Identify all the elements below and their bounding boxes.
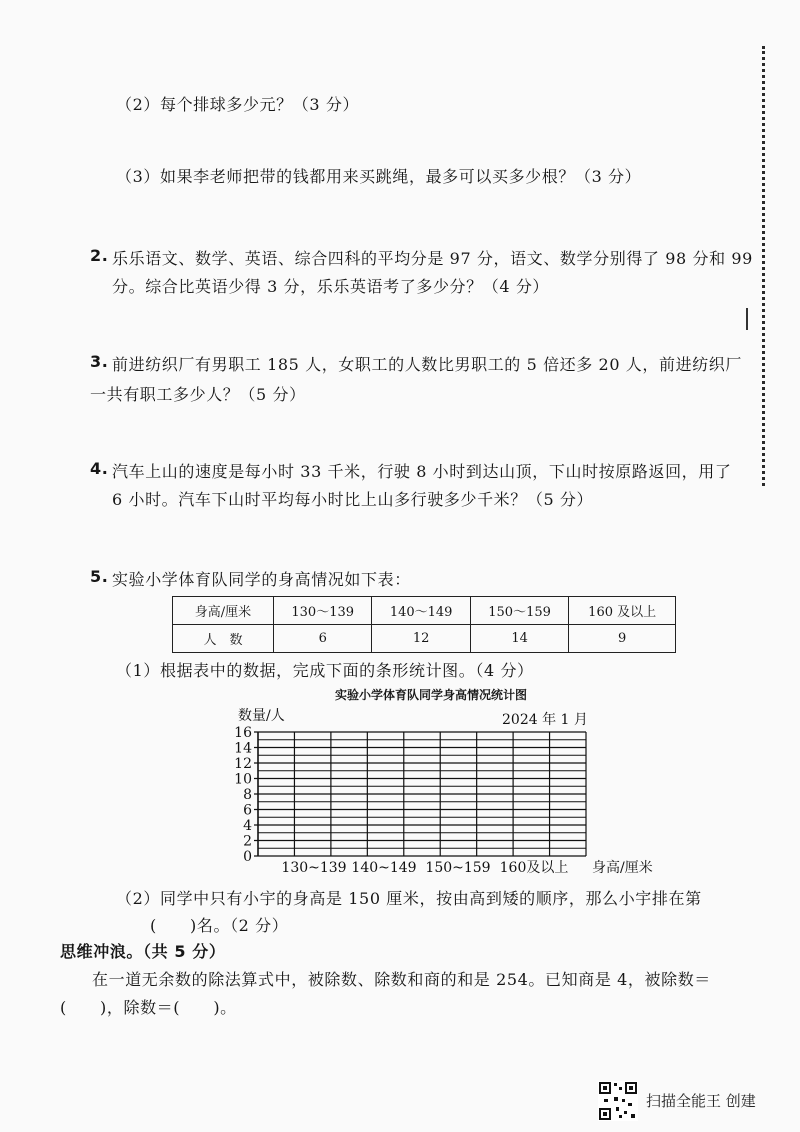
table-cell-range: 150～159 xyxy=(470,597,568,625)
q4-number: 4. xyxy=(90,459,109,478)
y-tick-label: 10 xyxy=(234,771,252,788)
table-row-count xyxy=(173,625,676,653)
bar-chart xyxy=(210,700,670,880)
y-tick-label: 8 xyxy=(243,787,252,803)
table-cell-count: 14 xyxy=(470,625,568,653)
y-tick-label: 6 xyxy=(243,802,252,819)
binding-dotted-line xyxy=(762,46,765,486)
q3-line2: 一共有职工多少人？（5 分） xyxy=(90,385,306,404)
q5-intro: 实验小学体育队同学的身高情况如下表： xyxy=(112,570,411,589)
chart-root xyxy=(234,707,653,876)
x-tick-label: 150~159 xyxy=(425,860,491,876)
bonus-line1: 在一道无余数的除法算式中，被除数、除数和商的和是 254。已知商是 4，被除数＝ xyxy=(92,970,711,989)
y-tick-label: 14 xyxy=(234,740,252,757)
q5-number: 5. xyxy=(90,567,109,586)
table-cell-count: 9 xyxy=(569,625,676,653)
table-cell-count: 6 xyxy=(274,625,372,653)
table-row-height xyxy=(173,597,676,625)
bonus-heading: 思维冲浪。（共 5 分） xyxy=(60,942,226,961)
table-header-height: 身高/厘米 xyxy=(173,597,274,625)
q2-line1: 乐乐语文、数学、英语、综合四科的平均分是 97 分，语文、数学分别得了 98 分和 99 xyxy=(112,249,753,268)
q3-number: 3. xyxy=(90,352,109,371)
y-tick-label: 0 xyxy=(243,849,252,865)
table-cell-range: 140～149 xyxy=(372,597,470,625)
q5-sub1: （1）根据表中的数据，完成下面的条形统计图。（4 分） xyxy=(116,661,534,680)
q4-line1: 汽车上山的速度是每小时 33 千米，行驶 8 小时到达山顶，下山时按原路返回，用了 xyxy=(112,462,732,481)
y-tick-label: 16 xyxy=(234,725,252,741)
q1-sub3: （3）如果李老师把带的钱都用来买跳绳，最多可以买多少根？（3 分） xyxy=(116,167,642,186)
q3-line1: 前进纺织厂有男职工 185 人，女职工的人数比男职工的 5 倍还多 20 人，前进纺织厂 xyxy=(112,355,742,374)
table-cell-range: 130～139 xyxy=(274,597,372,625)
q1-sub2: （2）每个排球多少元？（3 分） xyxy=(116,95,360,114)
q5-sub2-line2: ( )名。（2 分） xyxy=(150,916,289,935)
footer-brand: 扫描全能王 创建 xyxy=(646,1092,756,1110)
x-tick-label: 160及以上 xyxy=(499,860,569,876)
q4-line2: 6 小时。汽车下山时平均每小时比上山多行驶多少千米？（5 分） xyxy=(112,490,594,509)
q2-number: 2. xyxy=(90,246,109,265)
y-axis-label: 数量/人 xyxy=(238,708,285,724)
chart-date: 2024 年 1 月 xyxy=(502,712,588,728)
table-cell-range: 160 及以上 xyxy=(569,597,676,625)
qr-code-icon xyxy=(598,1081,638,1121)
pen-mark xyxy=(746,308,748,330)
height-table xyxy=(172,596,676,653)
table-cell-count: 12 xyxy=(372,625,470,653)
q5-sub2-line1: （2）同学中只有小宇的身高是 150 厘米，按由高到矮的顺序，那么小宇排在第 xyxy=(116,889,702,908)
x-tick-label: 130~139 xyxy=(281,860,347,876)
y-tick-label: 12 xyxy=(234,756,252,772)
y-tick-label: 4 xyxy=(243,818,252,834)
x-axis-label: 身高/厘米 xyxy=(592,860,653,876)
q2-line2: 分。综合比英语少得 3 分，乐乐英语考了多少分？（4 分） xyxy=(112,277,550,296)
bonus-line2: ( )，除数＝( )。 xyxy=(60,998,237,1017)
chart-title: 实验小学体育队同学身高情况统计图 xyxy=(335,688,528,702)
table-header-count: 人 数 xyxy=(173,625,274,653)
x-tick-label: 140~149 xyxy=(351,860,417,876)
y-tick-label: 2 xyxy=(243,833,252,850)
